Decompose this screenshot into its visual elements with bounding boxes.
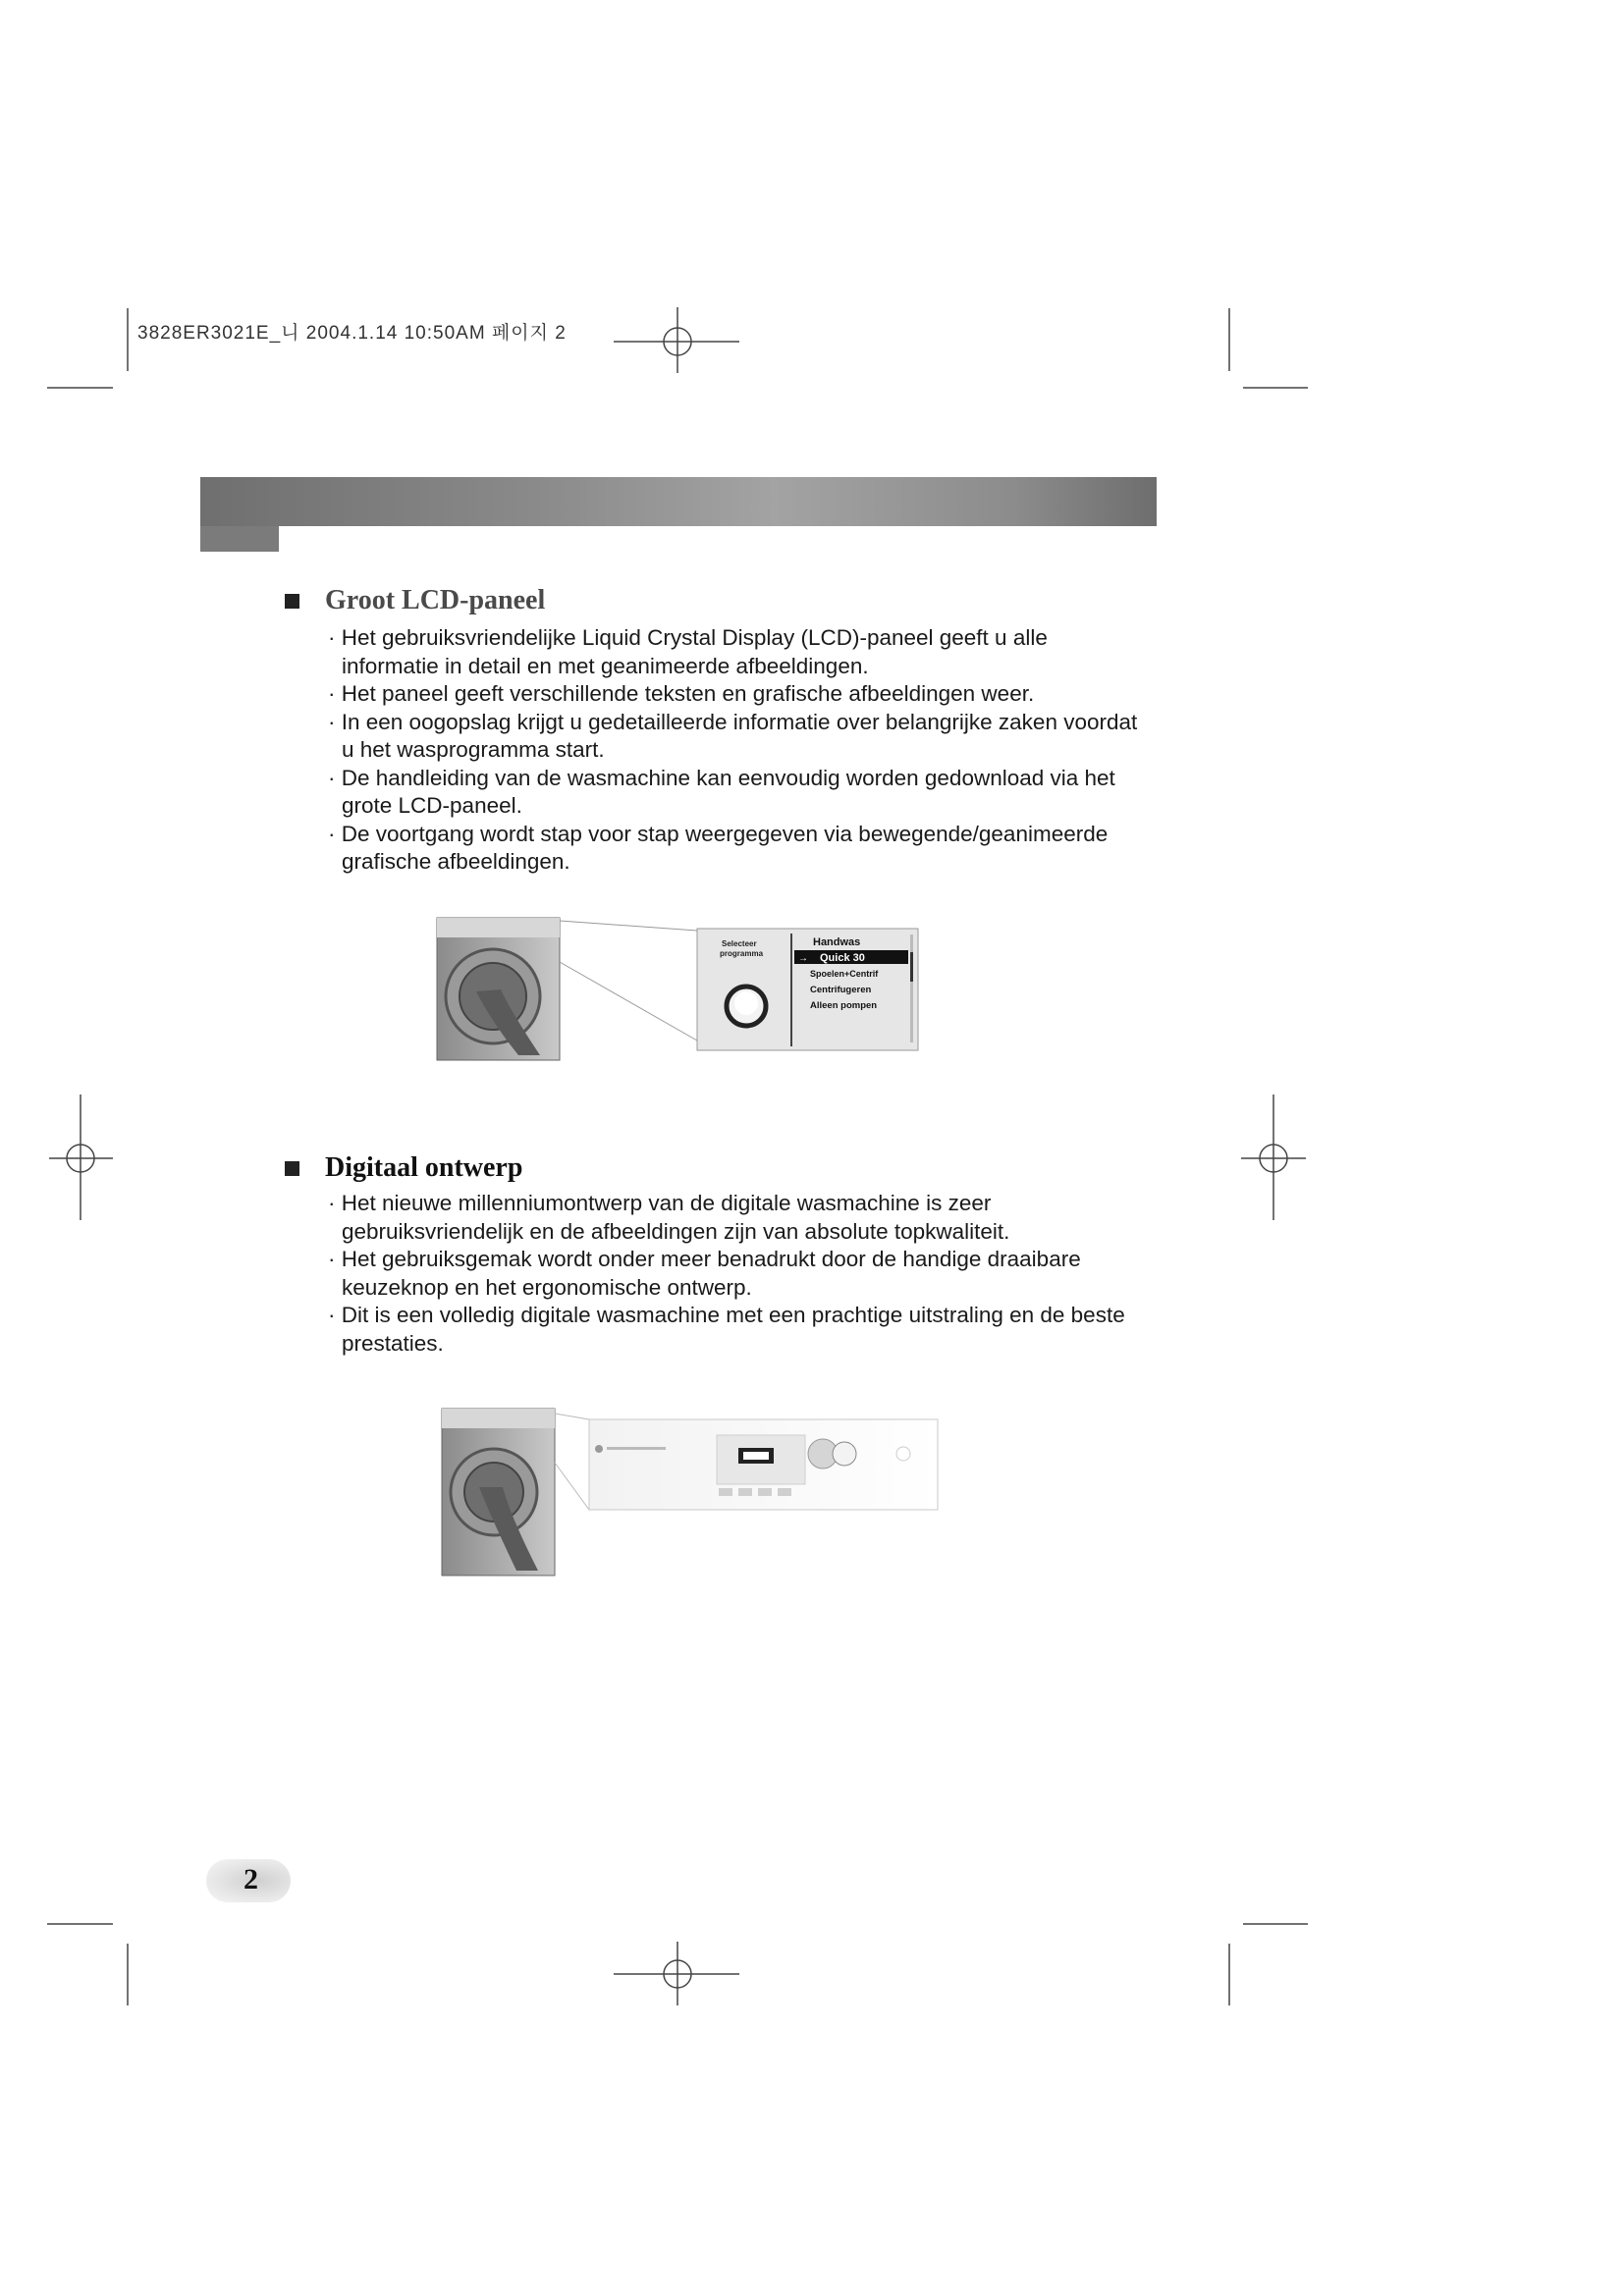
square-bullet-icon [285, 1161, 299, 1176]
washing-machine-image [437, 918, 560, 1060]
header-tab [200, 526, 279, 552]
header-band [200, 477, 1157, 526]
bullet-item: · Het gebruiksgemak wordt onder meer benadrukt door de handige draaibare keuzeknop en het ergonomische ontwerp. [328, 1246, 1143, 1302]
bullet-item: · De handleiding van de wasmachine kan eenvoudig worden gedownload via het grote LCD-paneel. [328, 765, 1143, 821]
section-lcd-bullets [328, 624, 1143, 877]
lcd-prompt: Selecteer [722, 939, 757, 948]
digital-design-figure [422, 1394, 952, 1590]
bullet-item: · Het paneel geeft verschillende teksten en grafische afbeeldingen weer. [328, 680, 1143, 709]
section-digital-heading [285, 1152, 522, 1184]
bullet-item: · Het gebruiksvriendelijke Liquid Crystal Display (LCD)-paneel geeft u alle informatie in detail en met geanimeerde afbeeldingen. [328, 624, 1143, 680]
bullet-item: · Dit is een volledig digitale wasmachine met een prachtige uitstraling en de beste prestaties. [328, 1302, 1143, 1358]
lcd-menu-item-selected: Quick 30 [820, 952, 865, 964]
control-panel-image [589, 1419, 938, 1510]
registration-mark-bottom [614, 1942, 739, 2005]
section-title: Digitaal ontwerp [325, 1152, 523, 1183]
bullet-item: · In een oogopslag krijgt u gedetailleerde informatie over belangrijke zaken voordat u het wasprogramma start. [328, 709, 1143, 765]
print-info: 3828ER3021E_니 2004.1.14 10:50AM 페이지 2 [137, 323, 567, 344]
bullet-item: · Het nieuwe millenniumontwerp van de digitale wasmachine is zeer gebruiksvriendelijk en de afbeeldingen zijn van absolute topkwaliteit. [328, 1190, 1143, 1246]
page-number: 2 [244, 1863, 258, 1896]
registration-mark-top [614, 307, 739, 373]
bullet-item: · De voortgang wordt stap voor stap weergegeven via bewegende/geanimeerde grafische afbeeldingen. [328, 821, 1143, 877]
section-digital-bullets [328, 1190, 1143, 1358]
lcd-prompt: programma [720, 949, 764, 958]
selection-arrow-icon: → [798, 953, 808, 964]
page-number-badge [206, 1859, 291, 1902]
washing-machine-image [442, 1409, 555, 1575]
section-title: Groot LCD-paneel [325, 585, 546, 615]
square-bullet-icon [285, 594, 299, 609]
lcd-panel-figure [422, 893, 952, 1099]
lcd-menu-item: Handwas [813, 936, 861, 948]
section-lcd-heading [285, 585, 545, 616]
lcd-screen [697, 929, 918, 1050]
lcd-menu-item: Spoelen+Centrif [810, 969, 879, 979]
lcd-menu-item: Alleen pompen [810, 1000, 878, 1011]
lcd-menu-item: Centrifugeren [810, 985, 872, 995]
